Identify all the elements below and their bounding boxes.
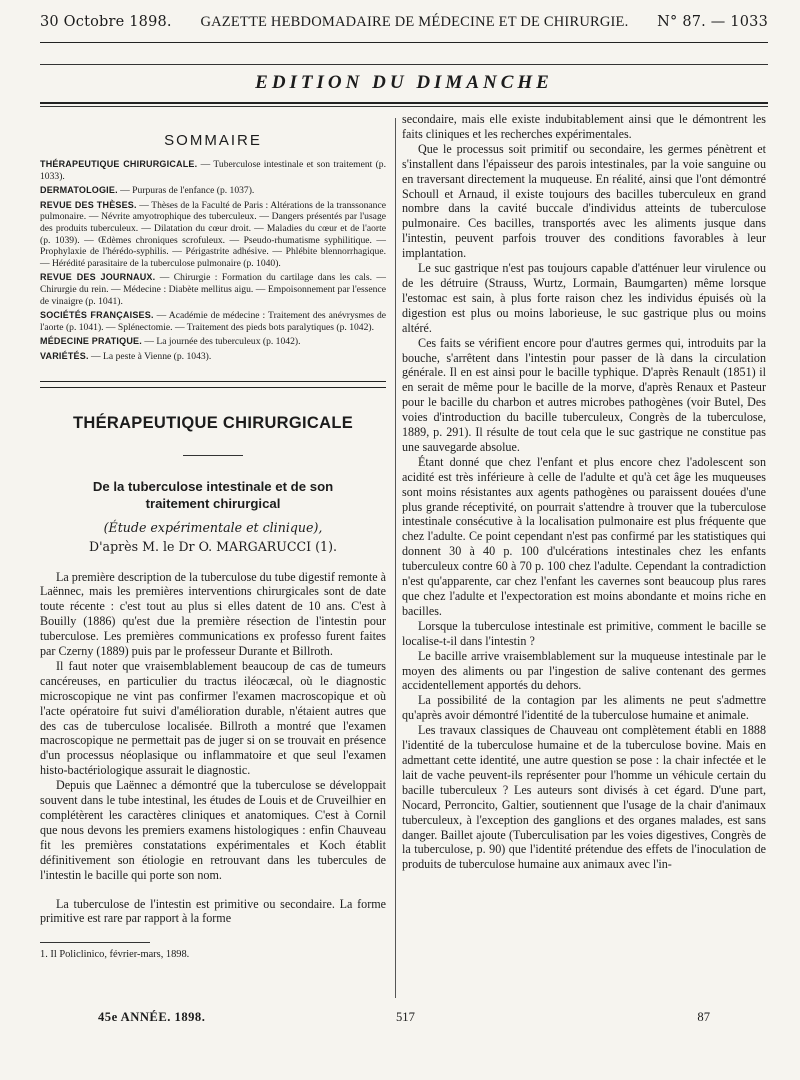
article-paragraph: Le bacille arrive vraisemblablement sur la muqueuse intestinale par le moyen des aliments ou par l'ingestion de salive contenant des germes accidentellement apportés du dehors. <box>402 648 766 693</box>
article-paragraph: Depuis que Laënnec a démontré que la tuberculose se développait souvent dans le tube intestinal, les études de Louis et de Cruveilhier en complétèrent les caractères cliniques et anatomiques. C'est à Cornil que nous devons les premiers examens histologiques : enfin Chauveau fit les premières constatations expérimentales et Koch établit définitivement son étiologie en retrouvant dans les tubercules de l'intestin le bacille qui porte son nom. <box>40 778 386 882</box>
section-short-rule <box>183 455 243 456</box>
article-paragraph: Le suc gastrique n'est pas toujours capable d'atténuer leur virulence ou de les détruire (Strauss, Wurtz, Lormain, Baumgarten) même lorsque l'estomac est sain, à plus forte raison chez les individus épuisés où la digestion est plus ou moins laborieuse, le suc gastrique plus ou moins altéré. <box>402 261 766 335</box>
left-column <box>40 112 386 960</box>
sommaire-entry: SOCIÉTÉS FRANÇAISES. — Académie de médecine : Traitement des anévrysmes de l'aorte (p. 1041). — Splénectomie. — Traitement des pieds bots paralytiques (p. 1042). <box>40 310 387 333</box>
edition-top-rule <box>40 64 768 65</box>
article-paragraph: La tuberculose de l'intestin est primitive ou secondaire. La forme primitive est rare par rapport à la forme <box>40 896 386 926</box>
footer-page-number: 517 <box>396 1010 415 1024</box>
article-paragraph: Il faut noter que vraisemblablement beaucoup de cas de tumeurs cancéreuses, en particulier du tractus iléocæcal, où le diagnostic microscopique ne vint pas confirmer l'examen macroscopique et où l'acte opératoire fut suivi d'amélioration durable, n'étaient autres que des cas de tuberculose localisée. Billroth a montré que l'examen macroscopique ne permettait pas de juger si on se trouvait en présence d'un processus néoplasique ou inflammatoire et que seul l'examen histo-bactériologique assurait le diagnostic. <box>40 658 386 778</box>
sommaire-entry: DERMATOLOGIE. — Purpuras de l'enfance (p. 1037). <box>40 185 255 197</box>
edition-bottom-rule <box>40 102 768 104</box>
article-paragraph: La possibilité de la contagion par les aliments ne peut s'admettre qu'après avoir démontré l'identité de la tuberculose humaine et animale. <box>402 693 766 723</box>
article-paragraph: Ces faits se vérifient encore pour d'autres germes qui, introduits par la bouche, s'arrêtent dans l'intestin pour passer de là dans la circulation générale. Il en est ainsi pour le bacille typhique. D'après Renault (1851) il en serait de même pour le bacille de la morve, d'après Renaux et Pasteur pour le bacille du charbon et autres microbes pathogènes (voir Butel, Des voies d'introduction du bacille tuberculeux, Congrès de la tuberculose, 1889, p. 291). Il résulte de tout cela que le suc gastrique ne constitue pas une sauvegarde absolue. <box>402 335 766 454</box>
right-column <box>402 112 766 872</box>
article-subtitle: (Étude expérimentale et clinique), <box>103 519 323 535</box>
edition-banner: EDITION DU DIMANCHE <box>255 72 553 93</box>
article-paragraph: Les travaux classiques de Chauveau ont complètement établi en 1888 l'identité de la tuberculose humaine et de la tuberculose bovine. Mais en admettant cette identité, une autre question se pose : la chair infectée et le lait de vache peuvent-ils représenter pour l'homme un véhicule certain du bacille tuberculeux ? Les auteurs sont divisés à cet égard. D'une part, Nocard, Perroncito, Galtier, soutiennent que l'usage de la chair d'animaux tuberculeux, à l'exception des ganglions et des organes malades, est sans danger. Baillet ajoute (Tuberculisation par les voies digestives, Congrès de la tuberculose, p. 90) que l'identité prétendue des effets de l'inoculation de produits de tuberculose humaine aux animaux avec l'in- <box>402 723 766 872</box>
footer-year: 45e ANNÉE. 1898. <box>98 1010 206 1024</box>
header-journal-title: GAZETTE HEBDOMADAIRE DE MÉDECINE ET DE CHIRURGIE. <box>200 14 629 30</box>
footnote-rule <box>40 942 150 943</box>
footer-issue-page: 87 <box>697 1010 710 1024</box>
article-paragraph: secondaire, mais elle existe indubitablement ainsi que le démontrent les faits cliniques et les recherches expérimentales. <box>402 112 766 141</box>
sommaire-bottom-rule <box>40 381 386 388</box>
article-paragraph: La première description de la tuberculose du tube digestif remonte à Laënnec, mais les premières interventions chirurgicales sont de date toute récente : c'est tout au plus si elles datent de 10 ans. C'est à Bouilly (1886) qu'est due la première résection de l'intestin pour tuberculose. Les premières communications ex professo furent faites par Czerny (1889) puis par le professeur Durante et Billroth. <box>40 569 386 659</box>
sommaire-title: SOMMAIRE <box>164 132 262 149</box>
edition-bottom-rule-thin <box>40 106 768 107</box>
article-title: De la tuberculose intestinale et de son traitement chirurgical <box>92 478 334 511</box>
column-divider <box>395 118 396 998</box>
article-paragraph: Que le processus soit primitif ou secondaire, les germes pénètrent et s'installent dans l'épaisseur des parois intestinales, par la voie sanguine ou en traversant directement la muqueuse. En réalité, ainsi que l'ont démontré Schoull et Arnaud, il existe toujours des bacilles tuberculeux en grand nombre dans la cavité buccale d'individus atteints de tuberculose pulmonaire. Ces bacilles, transportés avec les aliments jusque dans l'intestin, peuvent parfois trouver des conditions favorables à leur implantation. <box>402 141 766 261</box>
article-paragraph: Étant donné que chez l'enfant et plus encore chez l'adolescent son acidité est très inférieure à celle de l'adulte et qu'à cet âge les muqueuses sont moins résistantes aux agents pathogènes ou paraissent douées d'une plus grande réceptivité, on pourrait s'attendre à trouver que la tuberculose intestinale consécutive à la localisation pulmonaire est plus fréquente que chez l'adulte. Ce point cependant n'est pas confirmé par les statistiques qui donnent 30 à 40 p. 100 d'ulcérations intestinales chez les enfants tuberculeux contre 60 à 70 p. 100 chez l'adulte. Cependant la contradiction n'est qu'apparente, car chez l'enfant les cavernes sont beaucoup plus rares que chez l'adulte et l'expectoration est moins abondante et moins riche en bacilles. <box>402 454 766 618</box>
footnote: 1. Il Policlinico, février-mars, 1898. <box>40 949 190 961</box>
article-byline: D'après M. le Dr O. MARGARUCCI (1). <box>89 538 337 554</box>
header-date: 30 Octobre 1898. <box>40 14 172 30</box>
sommaire-entry: MÉDECINE PRATIQUE. — La journée des tuberculeux (p. 1042). <box>40 336 301 348</box>
section-title: THÉRAPEUTIQUE CHIRURGICALE <box>72 413 354 432</box>
article-paragraph: Lorsque la tuberculose intestinale est primitive, comment le bacille se localise-t-il dans l'intestin ? <box>402 618 766 648</box>
header-issue: N° 87. — 1033 <box>657 14 768 30</box>
sommaire-entry: THÉRAPEUTIQUE CHIRURGICALE. — Tuberculose intestinale et son traitement (p. 1033). <box>40 159 387 182</box>
sommaire-entry: REVUE DES THÈSES. — Thèses de la Faculté de Paris : Altérations de la transsonance pulmonaire. — Névrite amyotrophique des tuberculeux. — Dangers présentés par l'usage des produits tuberculeux. — Dilatation du cœur droit. — Maladies du cœur et de l'aorte (p. 1039). — Œdèmes chroniques scrofuleux. — Pseudo-rhumatisme syphilitique. — Prophylaxie de l'hérédo-syphilis. — Périgastrite adhésive. — Phlébite blennorrhagique. — Hérédité parasitaire de la tuberculose pulmonaire (p. 1040). <box>40 199 386 269</box>
sommaire-entry: REVUE DES JOURNAUX. — Chirurgie : Formation du cartilage dans les cals. — Chirurgie du rein. — Médecine : Diabète mellitus aigu. — Empoisonnement par l'essence de vinaigre (p. 1041). <box>40 272 386 307</box>
running-head <box>40 14 768 43</box>
sommaire-entry: VARIÉTÉS. — La peste à Vienne (p. 1043). <box>40 350 212 362</box>
sommaire-list <box>40 159 386 363</box>
